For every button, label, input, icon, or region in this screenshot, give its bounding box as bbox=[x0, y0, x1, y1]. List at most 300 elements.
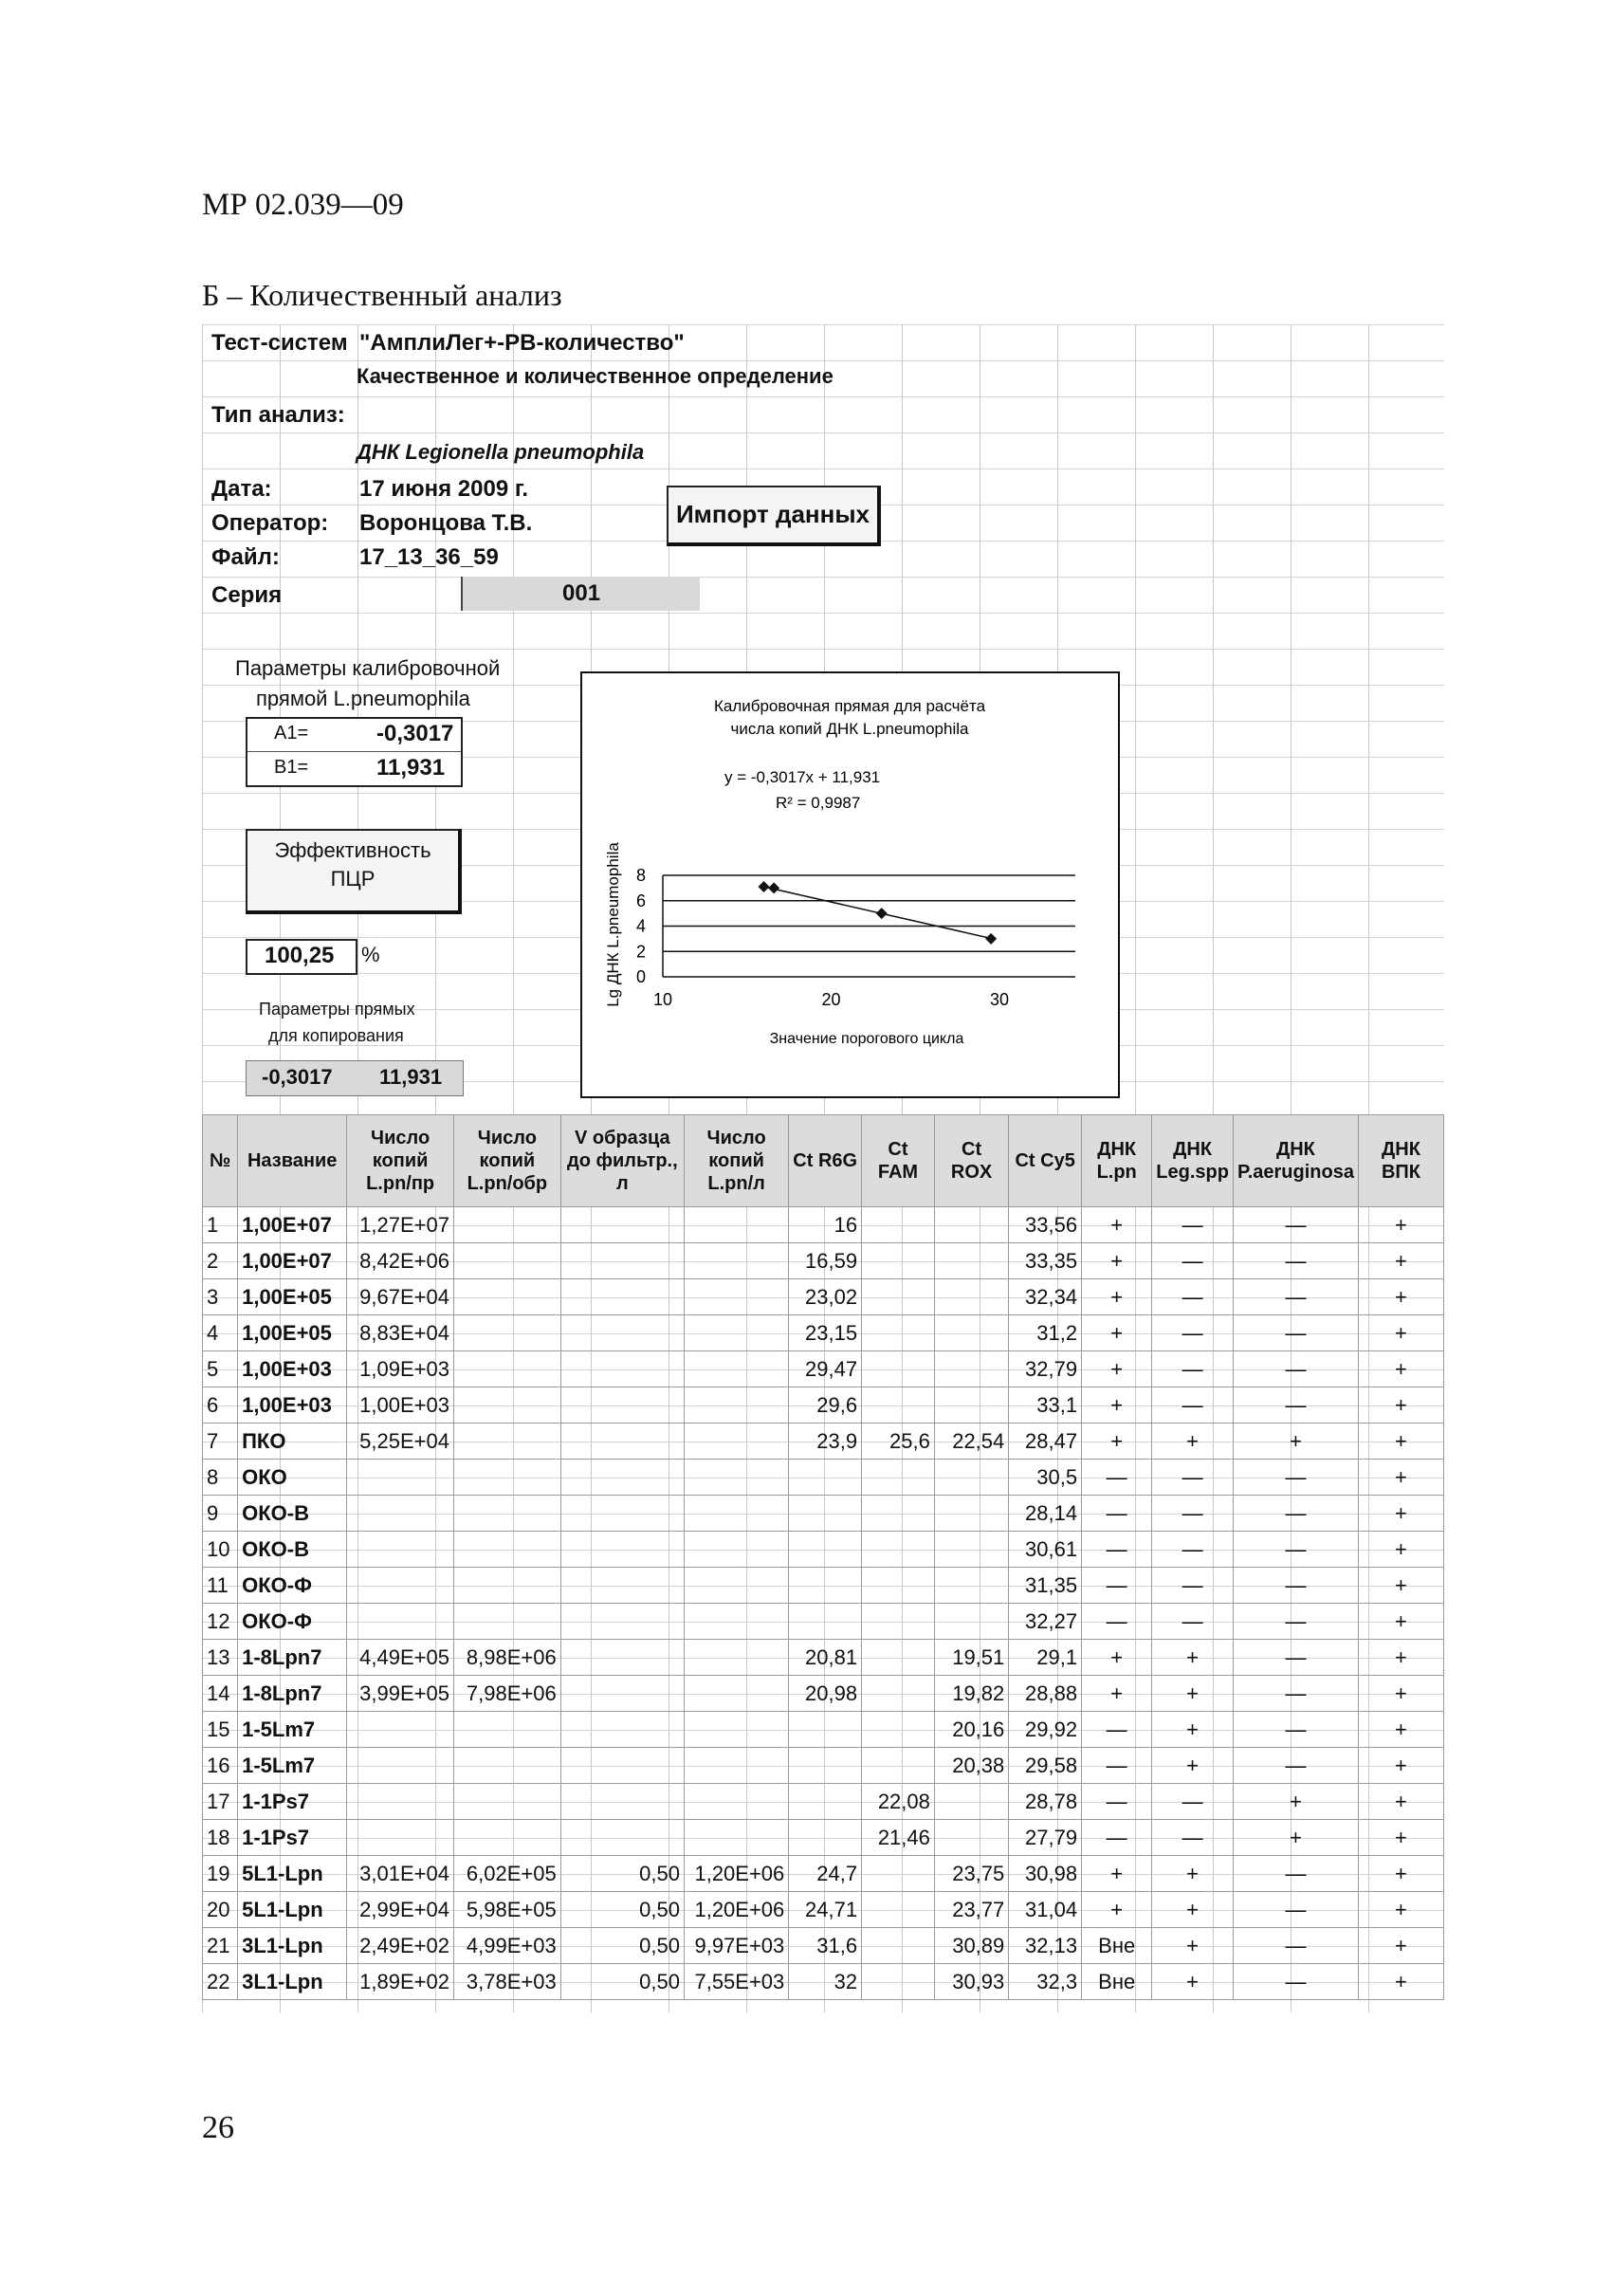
table-cell: + bbox=[1358, 1279, 1443, 1315]
table-cell bbox=[560, 1460, 684, 1496]
chart-plot-area bbox=[636, 866, 1075, 1009]
table-row bbox=[203, 1712, 1444, 1748]
column-header: Название bbox=[238, 1115, 347, 1207]
table-cell: — bbox=[1152, 1604, 1234, 1640]
table-cell: + bbox=[1082, 1640, 1152, 1676]
table-cell: — bbox=[1152, 1387, 1234, 1424]
table-cell: 33,56 bbox=[1009, 1207, 1082, 1243]
table-cell: — bbox=[1082, 1784, 1152, 1820]
table-cell: 1,00E+05 bbox=[238, 1279, 347, 1315]
table-cell: 28,78 bbox=[1009, 1784, 1082, 1820]
table-cell bbox=[684, 1279, 788, 1315]
table-cell bbox=[684, 1784, 788, 1820]
table-cell bbox=[862, 1604, 935, 1640]
table-cell: + bbox=[1358, 1712, 1443, 1748]
operator-label: Оператор: bbox=[211, 510, 329, 536]
table-cell bbox=[789, 1748, 862, 1784]
table-cell: 19,82 bbox=[934, 1676, 1008, 1712]
analysis-type-label: Тип анализ: bbox=[211, 402, 345, 428]
table-cell: 1,20E+06 bbox=[684, 1856, 788, 1892]
table-cell: 5L1-Lpn bbox=[238, 1856, 347, 1892]
table-cell: 7,55E+03 bbox=[684, 1964, 788, 2000]
table-cell: — bbox=[1082, 1532, 1152, 1568]
table-cell: — bbox=[1082, 1460, 1152, 1496]
table-cell: + bbox=[1082, 1315, 1152, 1351]
table-cell: 20,38 bbox=[934, 1748, 1008, 1784]
table-cell: 0,50 bbox=[560, 1892, 684, 1928]
calibration-chart-svg bbox=[582, 673, 1118, 1096]
table-cell bbox=[347, 1532, 454, 1568]
table-cell: — bbox=[1082, 1820, 1152, 1856]
table-cell bbox=[934, 1784, 1008, 1820]
table-cell: 16,59 bbox=[789, 1243, 862, 1279]
table-cell: — bbox=[1152, 1460, 1234, 1496]
table-cell bbox=[453, 1243, 560, 1279]
efficiency-value: 100,25 bbox=[265, 943, 335, 968]
results-table bbox=[202, 1114, 1444, 2000]
table-cell: ОКО-В bbox=[238, 1496, 347, 1532]
table-cell bbox=[560, 1676, 684, 1712]
pcr-efficiency-button-line1: Эффективность bbox=[274, 838, 431, 862]
table-cell: + bbox=[1358, 1424, 1443, 1460]
table-row bbox=[203, 1460, 1444, 1496]
table-cell: 4 bbox=[203, 1315, 238, 1351]
table-cell: 30,89 bbox=[934, 1928, 1008, 1964]
table-cell: 1,20E+06 bbox=[684, 1892, 788, 1928]
table-cell: 33,1 bbox=[1009, 1387, 1082, 1424]
table-cell bbox=[862, 1856, 935, 1892]
column-header: Ct Cy5 bbox=[1009, 1115, 1082, 1207]
table-cell bbox=[684, 1207, 788, 1243]
series-field[interactable] bbox=[461, 577, 700, 611]
table-cell: — bbox=[1233, 1243, 1358, 1279]
table-cell bbox=[560, 1784, 684, 1820]
column-header: Число копий L.pn/пр bbox=[347, 1115, 454, 1207]
table-cell: 16 bbox=[789, 1207, 862, 1243]
page-number: 26 bbox=[202, 2110, 234, 2145]
params-divider bbox=[247, 751, 461, 752]
table-row bbox=[203, 1351, 1444, 1387]
table-row bbox=[203, 1315, 1444, 1351]
chart-equation: y = -0,3017x + 11,931 bbox=[724, 768, 881, 786]
table-cell bbox=[347, 1784, 454, 1820]
table-cell: 1-5Lm7 bbox=[238, 1748, 347, 1784]
table-cell: 28,14 bbox=[1009, 1496, 1082, 1532]
chart-point bbox=[876, 908, 888, 919]
chart-point bbox=[768, 882, 779, 893]
table-cell: + bbox=[1358, 1820, 1443, 1856]
table-row bbox=[203, 1243, 1444, 1279]
table-cell bbox=[684, 1748, 788, 1784]
table-cell: 8,98E+06 bbox=[453, 1640, 560, 1676]
table-row bbox=[203, 1856, 1444, 1892]
column-header: ДНК L.pn bbox=[1082, 1115, 1152, 1207]
table-cell: 29,47 bbox=[789, 1351, 862, 1387]
table-cell: — bbox=[1152, 1784, 1234, 1820]
table-cell: + bbox=[1358, 1496, 1443, 1532]
analysis-type-line2: ДНК Legionella pneumophila bbox=[357, 440, 645, 464]
table-cell bbox=[934, 1820, 1008, 1856]
table-cell: 31,6 bbox=[789, 1928, 862, 1964]
table-cell: + bbox=[1152, 1640, 1234, 1676]
table-cell bbox=[684, 1568, 788, 1604]
table-cell: — bbox=[1082, 1748, 1152, 1784]
document-code: МР 02.039—09 bbox=[202, 188, 404, 222]
table-cell bbox=[453, 1784, 560, 1820]
series-label: Серия bbox=[211, 582, 283, 608]
table-cell: + bbox=[1233, 1820, 1358, 1856]
table-cell bbox=[560, 1640, 684, 1676]
calibration-chart bbox=[580, 671, 1120, 1098]
table-cell: 23,02 bbox=[789, 1279, 862, 1315]
table-cell: + bbox=[1152, 1964, 1234, 2000]
table-cell: 20,16 bbox=[934, 1712, 1008, 1748]
efficiency-field bbox=[246, 939, 357, 975]
table-cell: + bbox=[1152, 1748, 1234, 1784]
table-cell: 1-8Lpn7 bbox=[238, 1676, 347, 1712]
table-cell: — bbox=[1082, 1604, 1152, 1640]
table-cell: 9,67E+04 bbox=[347, 1279, 454, 1315]
table-cell bbox=[347, 1460, 454, 1496]
table-cell: 1,00E+03 bbox=[238, 1351, 347, 1387]
table-cell bbox=[862, 1640, 935, 1676]
table-cell bbox=[453, 1568, 560, 1604]
table-row bbox=[203, 1640, 1444, 1676]
table-cell bbox=[560, 1424, 684, 1460]
chart-title-line2: числа копий ДНК L.pneumophila bbox=[730, 720, 969, 738]
date-label: Дата: bbox=[211, 476, 272, 502]
table-cell bbox=[789, 1604, 862, 1640]
table-cell: 18 bbox=[203, 1820, 238, 1856]
table-cell: 6 bbox=[203, 1387, 238, 1424]
table-cell: + bbox=[1358, 1460, 1443, 1496]
table-cell: 1-1Ps7 bbox=[238, 1820, 347, 1856]
table-cell: 32,13 bbox=[1009, 1928, 1082, 1964]
table-cell: 30,98 bbox=[1009, 1856, 1082, 1892]
table-cell: — bbox=[1233, 1568, 1358, 1604]
table-cell: ОКО-В bbox=[238, 1532, 347, 1568]
table-cell bbox=[453, 1315, 560, 1351]
table-row bbox=[203, 1604, 1444, 1640]
pcr-efficiency-button[interactable] bbox=[246, 829, 462, 914]
table-cell bbox=[453, 1496, 560, 1532]
chart-point bbox=[985, 933, 997, 945]
table-body bbox=[203, 1207, 1444, 2000]
import-data-button[interactable]: Импорт данных bbox=[667, 486, 881, 546]
table-cell bbox=[560, 1387, 684, 1424]
table-cell: — bbox=[1233, 1640, 1358, 1676]
table-cell: + bbox=[1358, 1568, 1443, 1604]
table-cell: 22 bbox=[203, 1964, 238, 2000]
table-cell: 0,50 bbox=[560, 1964, 684, 2000]
column-header: ДНК P.aeruginosa bbox=[1233, 1115, 1358, 1207]
column-header: Число копий L.pn/обр bbox=[453, 1115, 560, 1207]
table-cell: ОКО-Ф bbox=[238, 1568, 347, 1604]
table-cell bbox=[560, 1279, 684, 1315]
table-cell bbox=[453, 1604, 560, 1640]
table-row bbox=[203, 1532, 1444, 1568]
table-cell: + bbox=[1152, 1856, 1234, 1892]
table-cell: — bbox=[1233, 1496, 1358, 1532]
table-cell: + bbox=[1152, 1424, 1234, 1460]
table-cell bbox=[862, 1207, 935, 1243]
column-header: ДНК Leg.spp bbox=[1152, 1115, 1234, 1207]
table-cell bbox=[862, 1676, 935, 1712]
table-cell: 13 bbox=[203, 1640, 238, 1676]
table-cell: — bbox=[1082, 1568, 1152, 1604]
table-cell: + bbox=[1082, 1892, 1152, 1928]
table-cell: + bbox=[1358, 1243, 1443, 1279]
chart-ytick-label: 8 bbox=[635, 866, 646, 885]
table-cell: + bbox=[1358, 1387, 1443, 1424]
column-header: V образца до фильтр., л bbox=[560, 1115, 684, 1207]
table-cell: + bbox=[1082, 1387, 1152, 1424]
table-cell bbox=[934, 1351, 1008, 1387]
table-cell: — bbox=[1152, 1351, 1234, 1387]
table-cell: 20,98 bbox=[789, 1676, 862, 1712]
table-cell: + bbox=[1082, 1351, 1152, 1387]
table-cell bbox=[684, 1424, 788, 1460]
table-cell: 2,99E+04 bbox=[347, 1892, 454, 1928]
table-cell: — bbox=[1233, 1387, 1358, 1424]
table-cell: 19 bbox=[203, 1856, 238, 1892]
table-cell: 23,77 bbox=[934, 1892, 1008, 1928]
table-cell: 30,93 bbox=[934, 1964, 1008, 2000]
table-row bbox=[203, 1568, 1444, 1604]
table-cell: + bbox=[1082, 1856, 1152, 1892]
table-cell: — bbox=[1233, 1604, 1358, 1640]
table-cell: + bbox=[1233, 1784, 1358, 1820]
table-cell: 5,25E+04 bbox=[347, 1424, 454, 1460]
copy-params-field[interactable] bbox=[246, 1060, 464, 1096]
table-cell: 3,78E+03 bbox=[453, 1964, 560, 2000]
table-cell: 1,89E+02 bbox=[347, 1964, 454, 2000]
table-cell: 23,75 bbox=[934, 1856, 1008, 1892]
table-cell bbox=[934, 1387, 1008, 1424]
table-cell bbox=[684, 1387, 788, 1424]
table-cell: 14 bbox=[203, 1676, 238, 1712]
table-cell: 19,51 bbox=[934, 1640, 1008, 1676]
table-cell: 2,49E+02 bbox=[347, 1928, 454, 1964]
chart-ytick-label: 6 bbox=[635, 891, 646, 910]
table-row bbox=[203, 1279, 1444, 1315]
table-cell: 8,83E+04 bbox=[347, 1315, 454, 1351]
table-cell: 22,54 bbox=[934, 1424, 1008, 1460]
table-cell: 11 bbox=[203, 1568, 238, 1604]
table-cell bbox=[862, 1532, 935, 1568]
table-cell: 10 bbox=[203, 1532, 238, 1568]
table-cell: + bbox=[1152, 1892, 1234, 1928]
chart-ylabel: Lg ДНК L.pneumophila bbox=[604, 842, 622, 1007]
table-cell bbox=[560, 1604, 684, 1640]
table-cell: 29,1 bbox=[1009, 1640, 1082, 1676]
table-cell: + bbox=[1358, 1604, 1443, 1640]
table-cell: 1-8Lpn7 bbox=[238, 1640, 347, 1676]
table-cell: 5 bbox=[203, 1351, 238, 1387]
table-cell: 1,00E+07 bbox=[238, 1207, 347, 1243]
table-cell bbox=[560, 1351, 684, 1387]
table-cell: 27,79 bbox=[1009, 1820, 1082, 1856]
table-cell: + bbox=[1358, 1676, 1443, 1712]
table-cell bbox=[684, 1604, 788, 1640]
table-cell: + bbox=[1152, 1676, 1234, 1712]
table-cell bbox=[453, 1351, 560, 1387]
table-cell bbox=[347, 1712, 454, 1748]
table-cell: + bbox=[1082, 1279, 1152, 1315]
table-cell bbox=[560, 1207, 684, 1243]
table-cell: 32,34 bbox=[1009, 1279, 1082, 1315]
table-cell bbox=[789, 1460, 862, 1496]
table-cell bbox=[862, 1351, 935, 1387]
table-cell: 1,00E+07 bbox=[238, 1243, 347, 1279]
table-cell: 20 bbox=[203, 1892, 238, 1928]
table-cell: 3L1-Lpn bbox=[238, 1964, 347, 2000]
table-cell bbox=[453, 1820, 560, 1856]
analysis-type-line1: Качественное и количественное определение bbox=[357, 364, 833, 388]
table-row bbox=[203, 1964, 1444, 2000]
spreadsheet bbox=[202, 324, 1444, 2012]
table-cell: 22,08 bbox=[862, 1784, 935, 1820]
table-cell: 23,9 bbox=[789, 1424, 862, 1460]
table-cell: 28,88 bbox=[1009, 1676, 1082, 1712]
table-cell bbox=[862, 1243, 935, 1279]
table-cell: — bbox=[1233, 1892, 1358, 1928]
table-cell: 20,81 bbox=[789, 1640, 862, 1676]
chart-ytick-label: 4 bbox=[635, 916, 646, 936]
table-cell bbox=[560, 1496, 684, 1532]
chart-r2: R² = 0,9987 bbox=[776, 794, 861, 812]
section-title: Б – Количественный анализ bbox=[202, 278, 562, 312]
table-cell: — bbox=[1152, 1568, 1234, 1604]
table-cell bbox=[684, 1712, 788, 1748]
table-cell: 29,6 bbox=[789, 1387, 862, 1424]
table-cell bbox=[684, 1820, 788, 1856]
table-cell bbox=[862, 1928, 935, 1964]
table-cell: 12 bbox=[203, 1604, 238, 1640]
column-header: Ct FAM bbox=[862, 1115, 935, 1207]
table-cell: 6,02E+05 bbox=[453, 1856, 560, 1892]
table-cell: 4,49E+05 bbox=[347, 1640, 454, 1676]
table-cell bbox=[560, 1243, 684, 1279]
table-cell: 9 bbox=[203, 1496, 238, 1532]
table-cell bbox=[862, 1315, 935, 1351]
table-cell bbox=[684, 1460, 788, 1496]
table-cell: + bbox=[1358, 1784, 1443, 1820]
copy-a-value: -0,3017 bbox=[262, 1065, 333, 1089]
table-cell bbox=[453, 1460, 560, 1496]
table-cell bbox=[934, 1532, 1008, 1568]
table-cell bbox=[684, 1315, 788, 1351]
file-label: Файл: bbox=[211, 544, 280, 570]
table-cell: — bbox=[1233, 1748, 1358, 1784]
table-cell: 29,58 bbox=[1009, 1748, 1082, 1784]
table-cell: 0,50 bbox=[560, 1928, 684, 1964]
table-row bbox=[203, 1784, 1444, 1820]
table-cell: 3L1-Lpn bbox=[238, 1928, 347, 1964]
table-cell bbox=[789, 1568, 862, 1604]
table-cell bbox=[453, 1532, 560, 1568]
b1-value: 11,931 bbox=[376, 755, 446, 781]
table-cell: 31,2 bbox=[1009, 1315, 1082, 1351]
table-cell: + bbox=[1152, 1928, 1234, 1964]
table-cell: 21,46 bbox=[862, 1820, 935, 1856]
table-cell: 15 bbox=[203, 1712, 238, 1748]
table-cell bbox=[789, 1784, 862, 1820]
table-cell: 30,61 bbox=[1009, 1532, 1082, 1568]
chart-xtick-label: 30 bbox=[989, 990, 1010, 1009]
operator-value: Воронцова Т.В. bbox=[359, 510, 533, 536]
table-cell bbox=[862, 1496, 935, 1532]
table-cell bbox=[862, 1279, 935, 1315]
table-cell: — bbox=[1233, 1460, 1358, 1496]
chart-ytick-label: 2 bbox=[635, 942, 646, 962]
copy-b-value: 11,931 bbox=[379, 1065, 443, 1089]
table-cell bbox=[934, 1279, 1008, 1315]
table-cell: 23,15 bbox=[789, 1315, 862, 1351]
table-cell: + bbox=[1358, 1964, 1443, 2000]
table-cell: 1 bbox=[203, 1207, 238, 1243]
table-cell bbox=[934, 1460, 1008, 1496]
table-cell: — bbox=[1152, 1315, 1234, 1351]
a1-value: -0,3017 bbox=[376, 721, 454, 746]
table-cell: 31,04 bbox=[1009, 1892, 1082, 1928]
table-cell bbox=[347, 1568, 454, 1604]
table-cell: 1,00E+05 bbox=[238, 1315, 347, 1351]
table-cell: + bbox=[1082, 1424, 1152, 1460]
table-cell bbox=[684, 1640, 788, 1676]
table-row bbox=[203, 1748, 1444, 1784]
a1-label: A1= bbox=[274, 723, 309, 744]
chart-ytick-label: 0 bbox=[635, 967, 646, 986]
column-header: Число копий L.pn/л bbox=[684, 1115, 788, 1207]
table-cell: 8 bbox=[203, 1460, 238, 1496]
table-cell bbox=[684, 1532, 788, 1568]
table-row bbox=[203, 1207, 1444, 1243]
table-cell: 9,97E+03 bbox=[684, 1928, 788, 1964]
table-cell bbox=[453, 1387, 560, 1424]
table-cell: 3,01E+04 bbox=[347, 1856, 454, 1892]
table-cell: + bbox=[1358, 1207, 1443, 1243]
date-value: 17 июня 2009 г. bbox=[359, 476, 529, 502]
table-cell: 7 bbox=[203, 1424, 238, 1460]
table-cell bbox=[862, 1568, 935, 1604]
table-cell bbox=[560, 1315, 684, 1351]
table-cell: — bbox=[1233, 1928, 1358, 1964]
table-cell: ОКО bbox=[238, 1460, 347, 1496]
column-header: ДНК ВПК bbox=[1358, 1115, 1443, 1207]
table-cell: 32 bbox=[789, 1964, 862, 2000]
table-cell: 7,98E+06 bbox=[453, 1676, 560, 1712]
table-cell bbox=[347, 1820, 454, 1856]
table-cell bbox=[453, 1207, 560, 1243]
table-cell bbox=[934, 1496, 1008, 1532]
table-cell bbox=[862, 1460, 935, 1496]
table-cell: + bbox=[1358, 1928, 1443, 1964]
table-cell: — bbox=[1152, 1207, 1234, 1243]
table-header-row bbox=[203, 1115, 1444, 1207]
table-cell: 4,99E+03 bbox=[453, 1928, 560, 1964]
table-cell bbox=[789, 1532, 862, 1568]
table-cell: + bbox=[1082, 1243, 1152, 1279]
table-cell: 3,99E+05 bbox=[347, 1676, 454, 1712]
calibration-params-box bbox=[246, 717, 463, 787]
table-cell: 8,42E+06 bbox=[347, 1243, 454, 1279]
table-cell: 2 bbox=[203, 1243, 238, 1279]
table-cell bbox=[560, 1712, 684, 1748]
table-cell: 1,00E+03 bbox=[347, 1387, 454, 1424]
table-cell bbox=[684, 1496, 788, 1532]
table-cell: 24,7 bbox=[789, 1856, 862, 1892]
